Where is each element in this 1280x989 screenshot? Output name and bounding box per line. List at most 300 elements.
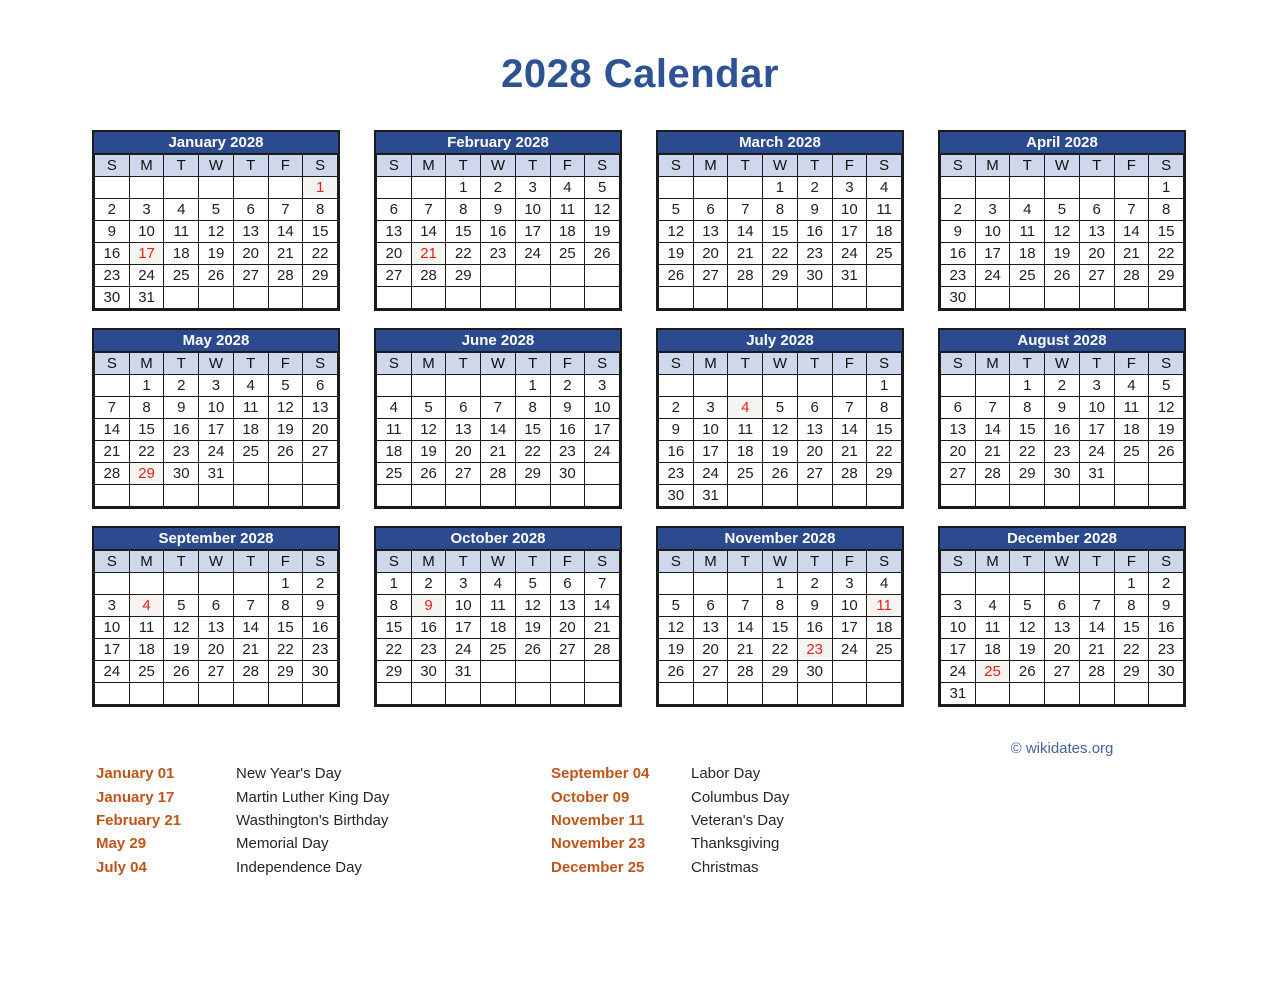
legend-left <box>96 762 389 879</box>
day-cell: 10 <box>446 595 481 617</box>
legend-row <box>96 856 389 879</box>
empty-cell <box>1114 463 1149 485</box>
weekday-header: W <box>763 155 798 177</box>
weekday-header: F <box>268 551 303 573</box>
day-cell: 15 <box>1149 221 1184 243</box>
empty-cell <box>95 375 130 397</box>
week-row <box>95 375 338 397</box>
empty-cell <box>164 485 199 507</box>
day-cell: 7 <box>1114 199 1149 221</box>
week-row <box>95 573 338 595</box>
weekday-header: T <box>1010 353 1045 375</box>
month-table <box>940 550 1184 705</box>
empty-cell <box>1114 683 1149 705</box>
month-april <box>938 130 1186 311</box>
day-cell: 8 <box>1149 199 1184 221</box>
weekday-header: S <box>377 551 412 573</box>
day-cell: 4 <box>975 595 1010 617</box>
day-cell: 8 <box>1114 595 1149 617</box>
empty-cell <box>481 287 516 309</box>
empty-cell <box>268 683 303 705</box>
day-cell: 26 <box>199 265 234 287</box>
weekday-header: S <box>303 551 338 573</box>
legend-right <box>551 762 789 879</box>
day-cell: 18 <box>233 419 268 441</box>
empty-cell <box>763 485 798 507</box>
month-title: October 2028 <box>376 528 620 550</box>
day-cell: 9 <box>1149 595 1184 617</box>
day-cell: 27 <box>1079 265 1114 287</box>
holiday-date: January 17 <box>96 788 175 806</box>
day-cell: 17 <box>941 639 976 661</box>
empty-cell <box>550 287 585 309</box>
month-title: May 2028 <box>94 330 338 352</box>
empty-cell <box>763 287 798 309</box>
month-title: September 2028 <box>94 528 338 550</box>
day-cell: 5 <box>1045 199 1080 221</box>
weekday-header: W <box>763 353 798 375</box>
holiday-day-cell: 17 <box>129 243 164 265</box>
empty-cell <box>446 683 481 705</box>
day-cell: 16 <box>411 617 446 639</box>
day-cell: 20 <box>1079 243 1114 265</box>
day-cell: 12 <box>1045 221 1080 243</box>
holiday-name: Memorial Day <box>236 835 329 853</box>
day-cell: 22 <box>129 441 164 463</box>
day-cell: 17 <box>975 243 1010 265</box>
day-cell: 12 <box>1149 397 1184 419</box>
day-cell: 24 <box>95 661 130 683</box>
day-cell: 8 <box>763 199 798 221</box>
empty-cell <box>867 661 902 683</box>
day-cell: 24 <box>1079 441 1114 463</box>
day-cell: 14 <box>1114 221 1149 243</box>
week-row <box>95 463 338 485</box>
day-cell: 30 <box>797 661 832 683</box>
week-row <box>377 463 620 485</box>
day-cell: 10 <box>95 617 130 639</box>
day-cell: 12 <box>268 397 303 419</box>
holiday-date: September 04 <box>551 765 650 783</box>
month-february <box>374 130 622 311</box>
weekday-header: T <box>446 551 481 573</box>
day-cell: 13 <box>693 221 728 243</box>
empty-cell <box>1045 177 1080 199</box>
day-cell: 12 <box>164 617 199 639</box>
day-cell: 2 <box>411 573 446 595</box>
day-cell: 20 <box>797 441 832 463</box>
day-cell: 7 <box>411 199 446 221</box>
day-cell: 27 <box>797 463 832 485</box>
empty-cell <box>585 683 620 705</box>
day-cell: 24 <box>941 661 976 683</box>
day-cell: 21 <box>728 243 763 265</box>
day-cell: 2 <box>550 375 585 397</box>
day-cell: 26 <box>763 463 798 485</box>
weekday-header: M <box>411 155 446 177</box>
empty-cell <box>377 177 412 199</box>
day-cell: 7 <box>268 199 303 221</box>
holiday-day-cell: 11 <box>867 595 902 617</box>
day-cell: 3 <box>832 573 867 595</box>
empty-cell <box>515 287 550 309</box>
day-cell: 23 <box>550 441 585 463</box>
month-title: December 2028 <box>940 528 1184 550</box>
week-row <box>941 617 1184 639</box>
empty-cell <box>129 683 164 705</box>
day-cell: 11 <box>377 419 412 441</box>
week-row <box>95 441 338 463</box>
weekday-header: M <box>693 353 728 375</box>
empty-cell <box>164 573 199 595</box>
weekday-header: F <box>268 155 303 177</box>
day-cell: 22 <box>515 441 550 463</box>
holiday-date: January 01 <box>96 765 175 783</box>
day-cell: 15 <box>1114 617 1149 639</box>
weekday-header: M <box>693 551 728 573</box>
day-cell: 21 <box>481 441 516 463</box>
day-cell: 26 <box>1149 441 1184 463</box>
holiday-day-cell: 25 <box>975 661 1010 683</box>
day-cell: 15 <box>763 617 798 639</box>
day-cell: 25 <box>867 243 902 265</box>
day-cell: 20 <box>199 639 234 661</box>
holiday-day-cell: 29 <box>129 463 164 485</box>
holiday-name: Labor Day <box>691 765 761 783</box>
empty-cell <box>446 287 481 309</box>
empty-cell <box>481 485 516 507</box>
empty-cell <box>411 683 446 705</box>
day-cell: 31 <box>446 661 481 683</box>
weekday-header-row <box>941 155 1184 177</box>
day-cell: 8 <box>268 595 303 617</box>
day-cell: 28 <box>268 265 303 287</box>
day-cell: 11 <box>481 595 516 617</box>
empty-cell <box>1045 485 1080 507</box>
day-cell: 16 <box>550 419 585 441</box>
weekday-header-row <box>659 353 902 375</box>
day-cell: 25 <box>728 463 763 485</box>
day-cell: 14 <box>728 221 763 243</box>
empty-cell <box>1114 177 1149 199</box>
day-cell: 30 <box>941 287 976 309</box>
day-cell: 27 <box>693 265 728 287</box>
day-cell: 22 <box>377 639 412 661</box>
day-cell: 24 <box>446 639 481 661</box>
day-cell: 13 <box>797 419 832 441</box>
empty-cell <box>659 375 694 397</box>
empty-cell <box>1079 573 1114 595</box>
week-row <box>95 221 338 243</box>
legend-row <box>551 832 789 855</box>
day-cell: 26 <box>411 463 446 485</box>
empty-cell <box>233 485 268 507</box>
day-cell: 9 <box>659 419 694 441</box>
empty-cell <box>585 265 620 287</box>
day-cell: 7 <box>95 397 130 419</box>
week-row <box>659 265 902 287</box>
weekday-header: S <box>941 551 976 573</box>
week-row <box>659 595 902 617</box>
empty-cell <box>728 485 763 507</box>
day-cell: 24 <box>199 441 234 463</box>
day-cell: 13 <box>1079 221 1114 243</box>
empty-cell <box>481 265 516 287</box>
month-table <box>376 352 620 507</box>
week-row <box>95 419 338 441</box>
week-row <box>377 419 620 441</box>
empty-cell <box>585 661 620 683</box>
week-row <box>941 485 1184 507</box>
empty-cell <box>1010 287 1045 309</box>
empty-cell <box>1010 573 1045 595</box>
day-cell: 12 <box>659 221 694 243</box>
day-cell: 15 <box>268 617 303 639</box>
empty-cell <box>164 287 199 309</box>
day-cell: 1 <box>515 375 550 397</box>
day-cell: 21 <box>728 639 763 661</box>
month-table <box>94 154 338 309</box>
day-cell: 6 <box>303 375 338 397</box>
day-cell: 14 <box>481 419 516 441</box>
day-cell: 25 <box>481 639 516 661</box>
day-cell: 27 <box>693 661 728 683</box>
weekday-header: T <box>1010 155 1045 177</box>
day-cell: 25 <box>1114 441 1149 463</box>
day-cell: 24 <box>693 463 728 485</box>
day-cell: 1 <box>1010 375 1045 397</box>
month-august <box>938 328 1186 509</box>
weekday-header: T <box>446 155 481 177</box>
day-cell: 5 <box>164 595 199 617</box>
empty-cell <box>233 683 268 705</box>
day-cell: 7 <box>975 397 1010 419</box>
day-cell: 22 <box>1010 441 1045 463</box>
day-cell: 20 <box>1045 639 1080 661</box>
week-row <box>377 683 620 705</box>
week-row <box>659 419 902 441</box>
weekday-header: F <box>832 155 867 177</box>
weekday-header: S <box>867 551 902 573</box>
week-row <box>941 287 1184 309</box>
weekday-header: M <box>129 353 164 375</box>
day-cell: 2 <box>659 397 694 419</box>
day-cell: 19 <box>1149 419 1184 441</box>
weekday-header: T <box>164 155 199 177</box>
empty-cell <box>446 485 481 507</box>
empty-cell <box>164 683 199 705</box>
day-cell: 30 <box>303 661 338 683</box>
week-row <box>95 397 338 419</box>
empty-cell <box>1149 463 1184 485</box>
empty-cell <box>1149 287 1184 309</box>
empty-cell <box>377 375 412 397</box>
week-row <box>941 265 1184 287</box>
empty-cell <box>975 485 1010 507</box>
day-cell: 10 <box>585 397 620 419</box>
weekday-header: S <box>303 155 338 177</box>
day-cell: 30 <box>659 485 694 507</box>
day-cell: 4 <box>377 397 412 419</box>
holiday-name: New Year's Day <box>236 765 342 783</box>
holiday-date: May 29 <box>96 835 147 853</box>
week-row <box>95 287 338 309</box>
day-cell: 11 <box>1114 397 1149 419</box>
month-title: July 2028 <box>658 330 902 352</box>
day-cell: 7 <box>728 199 763 221</box>
empty-cell <box>95 485 130 507</box>
day-cell: 26 <box>1010 661 1045 683</box>
day-cell: 4 <box>233 375 268 397</box>
weekday-header: T <box>728 353 763 375</box>
week-row <box>95 617 338 639</box>
empty-cell <box>377 287 412 309</box>
weekday-header: S <box>585 551 620 573</box>
day-cell: 25 <box>867 639 902 661</box>
day-cell: 4 <box>867 573 902 595</box>
day-cell: 14 <box>95 419 130 441</box>
weekday-header: S <box>303 353 338 375</box>
weekday-header-row <box>95 155 338 177</box>
day-cell: 19 <box>1045 243 1080 265</box>
day-cell: 5 <box>585 177 620 199</box>
week-row <box>377 617 620 639</box>
legend-row <box>551 785 789 808</box>
week-row <box>659 243 902 265</box>
day-cell: 7 <box>1079 595 1114 617</box>
empty-cell <box>941 375 976 397</box>
holiday-date: November 23 <box>551 835 646 853</box>
day-cell: 20 <box>550 617 585 639</box>
month-title: March 2028 <box>658 132 902 154</box>
day-cell: 22 <box>867 441 902 463</box>
weekday-header: W <box>1045 551 1080 573</box>
day-cell: 2 <box>95 199 130 221</box>
day-cell: 20 <box>233 243 268 265</box>
day-cell: 2 <box>797 573 832 595</box>
weekday-header: M <box>411 551 446 573</box>
week-row <box>377 199 620 221</box>
day-cell: 27 <box>303 441 338 463</box>
weekday-header-row <box>377 353 620 375</box>
month-table <box>376 154 620 309</box>
legend-row <box>96 809 389 832</box>
week-row <box>659 441 902 463</box>
day-cell: 1 <box>867 375 902 397</box>
weekday-header: S <box>659 551 694 573</box>
empty-cell <box>233 573 268 595</box>
day-cell: 5 <box>1149 375 1184 397</box>
empty-cell <box>867 485 902 507</box>
holiday-name: Veteran's Day <box>691 811 784 829</box>
weekday-header: F <box>832 353 867 375</box>
day-cell: 12 <box>585 199 620 221</box>
day-cell: 4 <box>481 573 516 595</box>
weekday-header: F <box>1114 155 1149 177</box>
legend-row <box>551 856 789 879</box>
empty-cell <box>832 661 867 683</box>
day-cell: 9 <box>797 199 832 221</box>
day-cell: 24 <box>129 265 164 287</box>
week-row <box>941 221 1184 243</box>
empty-cell <box>515 265 550 287</box>
empty-cell <box>797 683 832 705</box>
day-cell: 28 <box>233 661 268 683</box>
day-cell: 3 <box>129 199 164 221</box>
week-row <box>941 397 1184 419</box>
day-cell: 3 <box>585 375 620 397</box>
day-cell: 4 <box>164 199 199 221</box>
day-cell: 18 <box>481 617 516 639</box>
day-cell: 25 <box>550 243 585 265</box>
week-row <box>377 221 620 243</box>
day-cell: 16 <box>481 221 516 243</box>
weekday-header: T <box>797 353 832 375</box>
weekday-header: S <box>377 155 412 177</box>
day-cell: 7 <box>481 397 516 419</box>
weekday-header: F <box>268 353 303 375</box>
day-cell: 12 <box>1010 617 1045 639</box>
empty-cell <box>832 375 867 397</box>
day-cell: 10 <box>832 595 867 617</box>
weekday-header: W <box>481 353 516 375</box>
empty-cell <box>728 573 763 595</box>
wikidates-credit-link[interactable]: © wikidates.org <box>1010 740 1114 757</box>
day-cell: 11 <box>867 199 902 221</box>
day-cell: 15 <box>515 419 550 441</box>
day-cell: 15 <box>129 419 164 441</box>
empty-cell <box>199 287 234 309</box>
day-cell: 10 <box>199 397 234 419</box>
calendar-grid <box>92 130 1186 707</box>
empty-cell <box>1045 683 1080 705</box>
day-cell: 6 <box>199 595 234 617</box>
day-cell: 14 <box>728 617 763 639</box>
empty-cell <box>233 463 268 485</box>
empty-cell <box>1079 287 1114 309</box>
empty-cell <box>797 375 832 397</box>
day-cell: 10 <box>941 617 976 639</box>
month-march <box>656 130 904 311</box>
day-cell: 14 <box>832 419 867 441</box>
day-cell: 6 <box>233 199 268 221</box>
day-cell: 23 <box>95 265 130 287</box>
day-cell: 22 <box>268 639 303 661</box>
day-cell: 2 <box>1045 375 1080 397</box>
day-cell: 29 <box>268 661 303 683</box>
week-row <box>377 441 620 463</box>
weekday-header: W <box>481 551 516 573</box>
day-cell: 16 <box>797 617 832 639</box>
weekday-header: T <box>515 155 550 177</box>
weekday-header: W <box>199 551 234 573</box>
week-row <box>377 397 620 419</box>
empty-cell <box>1010 485 1045 507</box>
weekday-header: S <box>659 155 694 177</box>
weekday-header: W <box>199 353 234 375</box>
week-row <box>941 463 1184 485</box>
day-cell: 13 <box>199 617 234 639</box>
day-cell: 23 <box>303 639 338 661</box>
month-table <box>376 550 620 705</box>
month-july <box>656 328 904 509</box>
day-cell: 18 <box>867 221 902 243</box>
empty-cell <box>1045 573 1080 595</box>
day-cell: 4 <box>1010 199 1045 221</box>
weekday-header: M <box>129 551 164 573</box>
empty-cell <box>481 375 516 397</box>
empty-cell <box>585 485 620 507</box>
